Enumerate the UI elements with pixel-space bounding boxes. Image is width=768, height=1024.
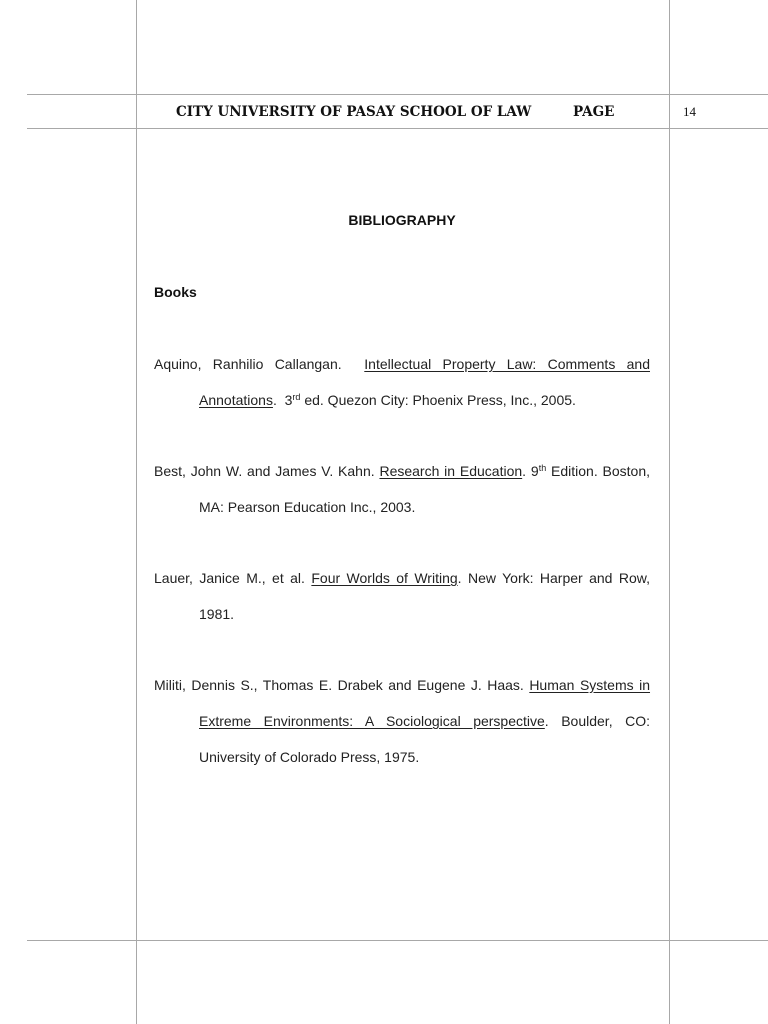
- document-title: BIBLIOGRAPHY: [348, 212, 456, 228]
- header-bottom-line: [27, 128, 768, 129]
- entry-publisher: . Boulder, CO: University of Colorado Press, 1975.: [199, 713, 650, 765]
- entry-publisher: Edition. Boston, MA: Pearson Education Inc., 2003.: [199, 463, 651, 515]
- page-number: 14: [683, 104, 696, 119]
- left-margin-line: [136, 0, 137, 1024]
- footer-line: [27, 940, 768, 941]
- header-top-line: [27, 94, 768, 95]
- entry-title: Research in Education: [379, 463, 523, 479]
- bibliography-entry: Best, John W. and James V. Kahn. Research in Education. 9th Edition. Boston, MA: Pearson Education Inc., 2003.: [154, 463, 651, 515]
- entry-title: Intellectual Property Law: Comments and Annotations: [199, 356, 650, 408]
- entry-publisher: ed. Quezon City: Phoenix Press, Inc., 2005.: [304, 392, 576, 408]
- bibliography-entry: [154, 560, 650, 632]
- header-school-name: CITY UNIVERSITY OF PASAY SCHOOL OF LAW: [176, 104, 532, 120]
- entry-author: Best, John W. and James V. Kahn.: [154, 463, 375, 479]
- entry-edition-suffix: rd: [292, 392, 301, 402]
- entry-edition-suffix: th: [538, 463, 547, 473]
- entry-author: Militi, Dennis S., Thomas E. Drabek and Eugene J. Haas.: [154, 677, 524, 693]
- header-page-label: PAGE: [573, 104, 615, 120]
- entry-edition-number: 3: [284, 392, 293, 408]
- entry-edition-number: 9: [530, 463, 539, 479]
- right-margin-line: [669, 0, 670, 1024]
- bibliography-list: [154, 346, 650, 810]
- bibliography-entry: Aquino, Ranhilio Callangan. Intellectual Property Law: Comments and Annotations. 3rd ed. Quezon City: Phoenix Press, Inc., 2005.: [154, 356, 650, 408]
- bibliography-entry: [154, 667, 650, 775]
- entry-publisher: . New York: Harper and Row, 1981.: [199, 570, 651, 622]
- entry-title: Human Systems in Extreme Environments: A Sociological perspective: [199, 677, 651, 729]
- entry-author: Aquino, Ranhilio Callangan.: [154, 356, 342, 372]
- entry-author: Lauer, Janice M., et al.: [154, 570, 305, 586]
- entry-title: Four Worlds of Writing: [311, 570, 458, 586]
- section-heading-books: Books: [154, 284, 197, 300]
